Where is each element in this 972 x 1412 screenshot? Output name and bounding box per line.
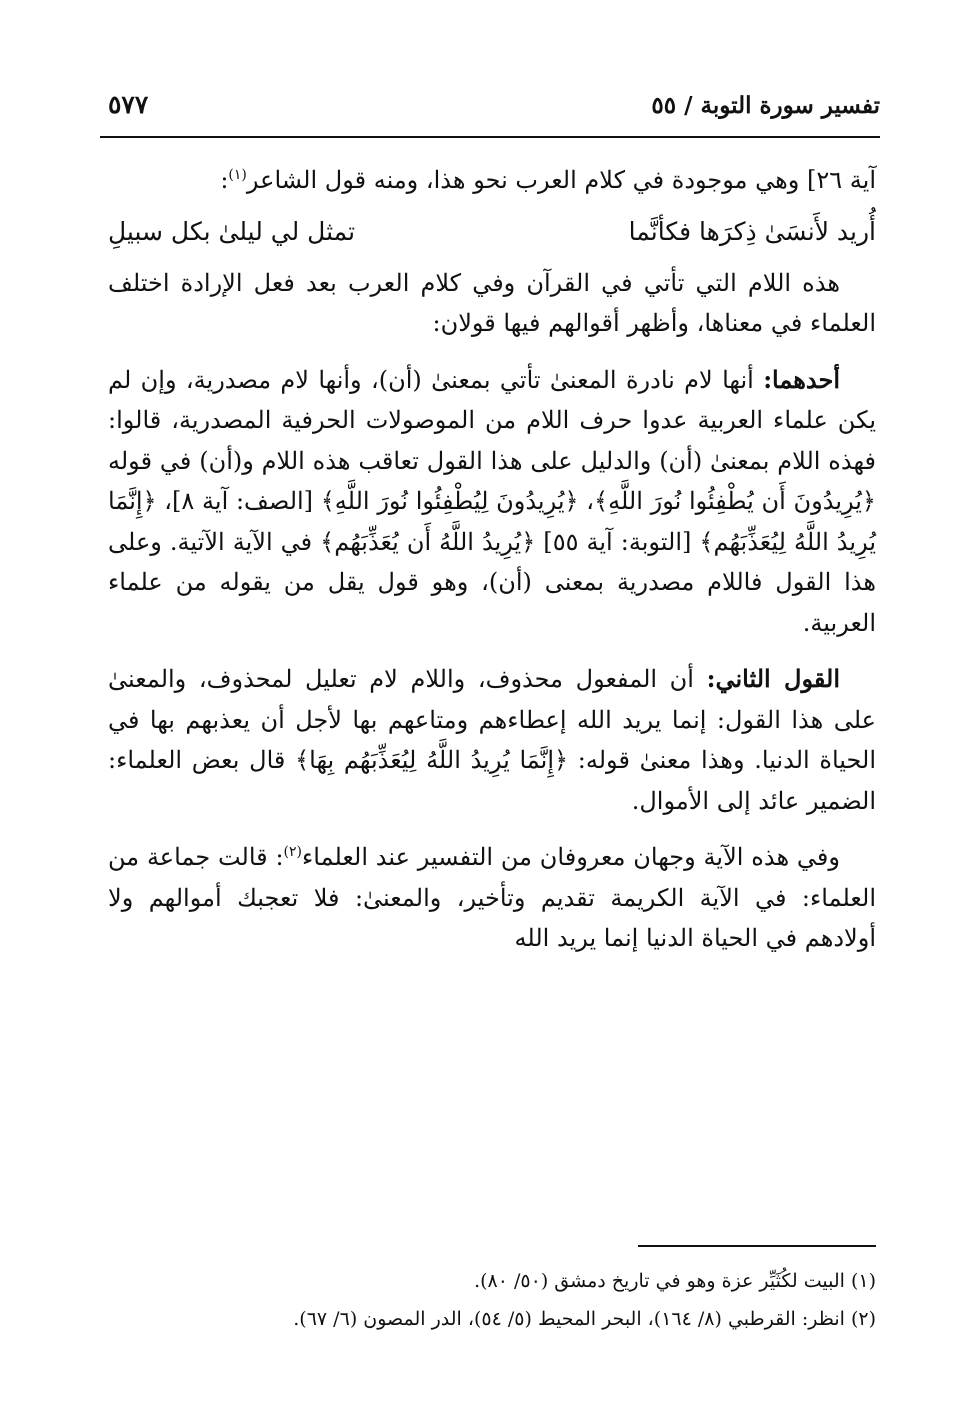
paragraph-1	[108, 160, 876, 201]
footnote-ref-2: (٢)	[283, 844, 303, 860]
paragraph-text: آية ٢٦] وهي موجودة في كلام العرب نحو هذا، ومنه قول الشاعر	[246, 166, 876, 194]
paragraph-2: هذه اللام التي تأتي في القرآن وفي كلام العرب بعد فعل الإرادة اختلف العلماء في معناها، وأظهر أقوالهم فيها قولان:	[108, 268, 876, 337]
running-title: تفسير سورة التوبة / ٥٥	[651, 92, 880, 119]
footnote-2: (٢) انظر: القرطبي (٨/ ١٦٤)، البحر المحيط (٥/ ٥٤)، الدر المصون (٦/ ٦٧).	[293, 1308, 876, 1330]
verse-second-hemistich: تمثل لي ليلىٰ بكل سبيلِ	[108, 216, 356, 246]
page-header	[108, 88, 880, 132]
footnote-ref-1: (١)	[228, 167, 247, 183]
footnote-1: (١) البيت لكُثَيِّر عزة وهو في تاريخ دمشق (٥٠/ ٨٠).	[474, 1270, 876, 1292]
footnote-divider	[638, 1245, 876, 1247]
paragraph-text-end: :	[220, 166, 229, 194]
header-divider	[100, 136, 880, 138]
poetry-verse	[108, 211, 876, 253]
paragraph-text: وفي هذه الآية وجهان معروفان من التفسير عند العلماء	[302, 843, 840, 871]
paragraph-text: أن المفعول محذوف، واللام لام تعليل لمحذوف، والمعنىٰ على هذا القول: إنما يريد الله إعطاءهم ومتاعهم بها لأجل أن يعذبهم بها في الحياة الدنيا. وهذا معنىٰ قوله: ﴿إِنَّمَا يُرِيدُ اللَّهُ لِيُعَذِّبَهُم بِهَا﴾ قال بعض العلماء: الضمير عائد إلى الأموال.	[108, 665, 876, 815]
paragraph-text-end: : قالت جماعة من العلماء: في الآية الكريمة تقديم وتأخير، والمعنىٰ: فلا تعجبك أموالهم ولا أولادهم في الحياة الدنيا إنما يريد الله	[108, 843, 876, 952]
page-number: ٥٧٧	[108, 90, 149, 119]
verse-first-hemistich: أُريد لأَنسَىٰ ذِكرَها فكأنَّما	[628, 216, 876, 246]
paragraph-text: أنها لام نادرة المعنىٰ تأتي بمعنىٰ (أن)، وأنها لام مصدرية، وإن لم يكن علماء العربية عدوا حرف اللام من الموصولات الحرفية المصدرية، قالوا: فهذه اللام بمعنىٰ (أن) والدليل على هذا القول تعاقب هذه اللام و(أن) في قوله ﴿يُرِيدُونَ أَن يُطْفِئُوا نُورَ اللَّهِ﴾، ﴿يُرِيدُونَ لِيُطْفِئُوا نُورَ اللَّهِ﴾ [الصف: آية ٨]، ﴿إِنَّمَا يُرِيدُ اللَّهُ لِيُعَذِّبَهُم﴾ [التوبة: آية ٥٥] ﴿يُرِيدُ اللَّهُ أَن يُعَذِّبَهُم﴾ في الآية الآتية. وعلى هذا القول فاللام مصدرية بمعنى (أن)، وهو قول يقل من يقوله من علماء العربية.	[108, 365, 877, 637]
paragraph-lead: أحدهما:	[763, 364, 840, 394]
paragraph-4	[108, 659, 876, 821]
main-text	[108, 160, 876, 959]
paragraph-3	[108, 360, 876, 644]
paragraph-5	[108, 837, 876, 959]
paragraph-lead: القول الثاني:	[706, 664, 841, 693]
footnotes	[108, 1262, 876, 1338]
